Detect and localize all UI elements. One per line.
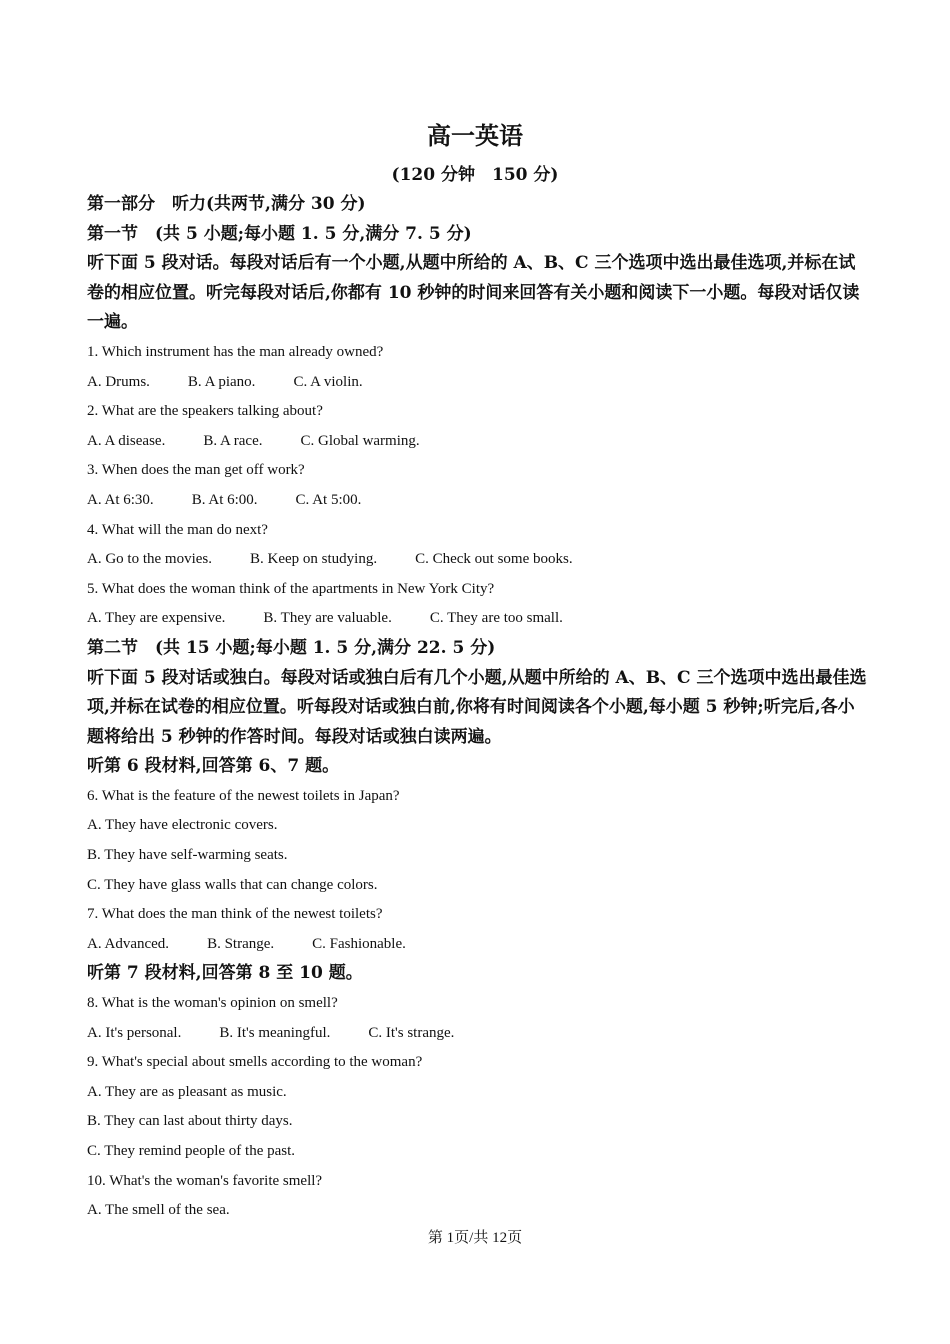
question-10: 10. What's the woman's favorite smell?	[87, 1172, 323, 1189]
option: B. A race.	[203, 432, 263, 449]
material-7-heading: 听第 7 段材料,回答第 8 至 10 题。	[87, 963, 363, 984]
option: C. A violin.	[293, 373, 363, 390]
option: A. Advanced.	[87, 935, 170, 952]
question-1-options	[87, 368, 867, 398]
question-3: 3. When does the man get off work?	[87, 462, 305, 479]
option: B. Strange.	[207, 935, 275, 952]
question-3-options	[87, 486, 867, 516]
part1-heading: 第一部分 听力(共两节,满分 30 分)	[87, 194, 366, 214]
option: A. They are expensive.	[87, 610, 226, 627]
section2-heading: 第二节 (共 15 小题;每小题 1. 5 分,满分 22. 5 分)	[87, 637, 496, 658]
material-6-heading: 听第 6 段材料,回答第 6、7 题。	[87, 756, 340, 777]
option: C. Global warming.	[300, 432, 420, 449]
exam-duration-score: (120 分钟 150 分)	[391, 165, 559, 185]
question-7: 7. What does the man think of the newest toilets?	[87, 906, 383, 923]
option: C. Fashionable.	[312, 935, 406, 952]
question-6: 6. What is the feature of the newest toilets in Japan?	[87, 787, 400, 804]
question-4-options	[87, 545, 867, 575]
option: A. At 6:30.	[87, 491, 154, 508]
option: B. A piano.	[187, 373, 256, 390]
question-9-option-b: B. They can last about thirty days.	[87, 1113, 293, 1130]
question-10-option-a: A. The smell of the sea.	[87, 1202, 230, 1219]
section2-instructions: 听下面 5 段对话或独白。每段对话或独白后有几个小题,从题中所给的 A、B、C 三个选项中选出最佳选项,并标在试卷的相应位置。听每段对话或独白前,你将有时间阅读各个小题,每小题 5 秒钟;听完后,各小题将给出 5 秒钟的作答时间。每段对话或独白读两遍。	[87, 667, 867, 747]
question-6-option-b: B. They have self-warming seats.	[87, 847, 288, 864]
question-8-options	[87, 1019, 867, 1049]
section1-instructions: 听下面 5 段对话。每段对话后有一个小题,从题中所给的 A、B、C 三个选项中选出最佳选项,并标在试卷的相应位置。听完每段对话后,你都有 10 秒钟的时间来回答有关小题和阅读下一小题。每段对话仅读一遍。	[87, 253, 860, 333]
page-number: 第 1页/共 12页	[427, 1230, 523, 1246]
question-4: 4. What will the man do next?	[87, 521, 268, 538]
option: C. At 5:00.	[295, 491, 362, 508]
option: B. Keep on studying.	[250, 551, 378, 568]
question-5: 5. What does the woman think of the apartments in New York City?	[87, 580, 495, 597]
question-5-options	[87, 604, 867, 634]
option: B. It's meaningful.	[219, 1024, 331, 1041]
section1-heading: 第一节 (共 5 小题;每小题 1. 5 分,满分 7. 5 分)	[87, 223, 472, 244]
question-1: 1. Which instrument has the man already owned?	[87, 343, 384, 360]
option: A. It's personal.	[87, 1024, 182, 1041]
option: C. Check out some books.	[415, 551, 573, 568]
exam-content	[87, 190, 867, 1226]
question-2-options	[87, 427, 867, 457]
option: C. They are too small.	[429, 610, 563, 627]
question-8: 8. What is the woman's opinion on smell?	[87, 995, 338, 1012]
page-title: 高一英语	[427, 121, 523, 150]
question-6-option-a: A. They have electronic covers.	[87, 817, 278, 834]
option: C. It's strange.	[368, 1024, 455, 1041]
question-7-options	[87, 930, 867, 960]
question-9-option-c: C. They remind people of the past.	[87, 1143, 296, 1159]
question-9-option-a: A. They are as pleasant as music.	[87, 1083, 287, 1100]
option: A. Go to the movies.	[87, 551, 212, 568]
option: A. A disease.	[87, 432, 166, 449]
option: B. At 6:00.	[191, 491, 258, 508]
option: B. They are valuable.	[263, 610, 392, 627]
question-9: 9. What's special about smells according to the woman?	[87, 1054, 423, 1071]
question-6-option-c: C. They have glass walls that can change colors.	[87, 876, 378, 893]
option: A. Drums.	[87, 373, 150, 390]
question-2: 2. What are the speakers talking about?	[87, 403, 323, 420]
